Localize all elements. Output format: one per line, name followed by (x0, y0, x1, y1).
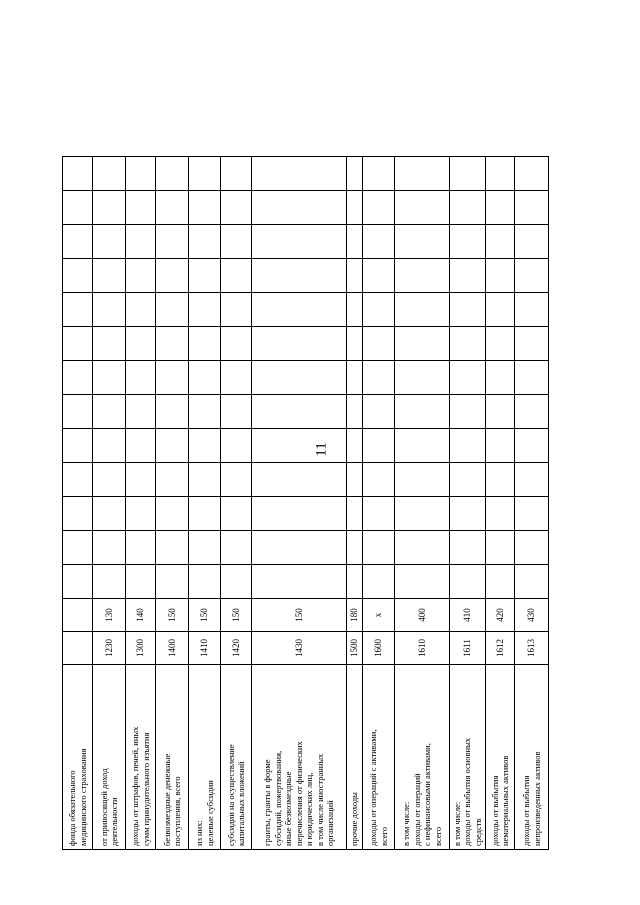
value-cell (515, 429, 549, 463)
value-cell (515, 327, 549, 361)
value-cell (395, 497, 450, 531)
value-cell (515, 191, 549, 225)
page-number: 11 (313, 442, 330, 457)
value-cell (93, 327, 126, 361)
row-name-line: фонда обязательного (67, 770, 77, 846)
row-name-line: деятельности (109, 797, 119, 846)
value-cell (189, 225, 221, 259)
row-name-line: доходы от штрафов, пеней, иных (130, 726, 140, 846)
value-cell (252, 497, 347, 531)
value-cell (515, 531, 549, 565)
row-code: 1410 (189, 632, 221, 665)
value-cell (515, 157, 549, 191)
value-cell (363, 463, 395, 497)
row-kosgu: 150 (156, 599, 189, 632)
value-cell (156, 429, 189, 463)
value-cell (156, 361, 189, 395)
value-cell (126, 293, 156, 327)
row-name-line: организаций (325, 800, 336, 846)
value-cell (450, 293, 486, 327)
table-row (189, 157, 221, 850)
value-cell (486, 191, 515, 225)
row-name-line: доходы от выбытия (521, 775, 531, 846)
value-cell (450, 259, 486, 293)
rotated-table-wrapper (62, 60, 582, 850)
row-name (126, 665, 156, 850)
value-cell (221, 293, 252, 327)
value-cell (156, 395, 189, 429)
row-name (93, 665, 126, 850)
value-cell (63, 293, 93, 327)
table-row (156, 157, 189, 850)
value-cell (450, 361, 486, 395)
value-cell (189, 191, 221, 225)
value-cell (395, 463, 450, 497)
value-cell (347, 327, 363, 361)
row-name-line: от приносящей доход (98, 768, 109, 846)
value-cell (363, 565, 395, 599)
value-cell (515, 565, 549, 599)
row-name-line: средств (472, 818, 483, 846)
table-row (221, 157, 252, 850)
row-name (363, 665, 395, 850)
value-cell (93, 225, 126, 259)
row-name-line: непроизведенных активов (531, 751, 542, 846)
value-cell (63, 327, 93, 361)
value-cell (486, 463, 515, 497)
value-cell (156, 191, 189, 225)
row-name-line: перечисления от физических (293, 741, 304, 846)
value-cell (93, 429, 126, 463)
row-kosgu: 400 (395, 599, 450, 632)
row-name (395, 665, 450, 850)
value-cell (395, 395, 450, 429)
row-name (189, 665, 221, 850)
value-cell (347, 361, 363, 395)
value-cell (363, 259, 395, 293)
value-cell (93, 157, 126, 191)
value-cell (450, 497, 486, 531)
row-kosgu: 430 (515, 599, 549, 632)
row-name-line: капитальных вложений (236, 761, 246, 846)
value-cell (347, 565, 363, 599)
value-cell (156, 565, 189, 599)
value-cell (395, 565, 450, 599)
row-name-line: иные безвозмездные (283, 771, 294, 846)
value-cell (189, 157, 221, 191)
table-row (395, 157, 450, 850)
value-cell (252, 531, 347, 565)
value-cell (156, 157, 189, 191)
row-code: 1400 (156, 632, 189, 665)
value-cell (395, 531, 450, 565)
value-cell (515, 395, 549, 429)
row-name-line: доходы от операций (411, 773, 422, 846)
value-cell (93, 293, 126, 327)
value-cell (221, 191, 252, 225)
row-code: 1613 (515, 632, 549, 665)
value-cell (486, 259, 515, 293)
value-cell (347, 395, 363, 429)
value-cell (156, 293, 189, 327)
value-cell (363, 395, 395, 429)
value-cell (515, 225, 549, 259)
row-name-line: безвозмездные денежные (161, 753, 172, 846)
value-cell (363, 531, 395, 565)
value-cell (347, 531, 363, 565)
value-cell (156, 463, 189, 497)
value-cell (93, 191, 126, 225)
value-cell (93, 565, 126, 599)
row-name (221, 665, 252, 850)
value-cell (395, 327, 450, 361)
value-cell (450, 429, 486, 463)
value-cell (363, 225, 395, 259)
value-cell (63, 531, 93, 565)
value-cell (156, 259, 189, 293)
value-cell (486, 225, 515, 259)
value-cell (395, 293, 450, 327)
value-cell (486, 361, 515, 395)
value-cell (347, 293, 363, 327)
value-cell (63, 225, 93, 259)
value-cell (189, 293, 221, 327)
value-cell (363, 327, 395, 361)
value-cell (347, 191, 363, 225)
value-cell (252, 259, 347, 293)
row-name-line: субсидий, пожертвования, (272, 750, 283, 846)
row-code: 1420 (221, 632, 252, 665)
row-kosgu: 150 (189, 599, 221, 632)
row-name-line: из них: (194, 820, 204, 846)
value-cell (63, 429, 93, 463)
row-name (252, 665, 347, 850)
value-cell (156, 531, 189, 565)
row-name (450, 665, 486, 850)
value-cell (252, 361, 347, 395)
row-kosgu: 420 (486, 599, 515, 632)
value-cell (93, 395, 126, 429)
value-cell (189, 531, 221, 565)
value-cell (63, 361, 93, 395)
table-row (93, 157, 126, 850)
value-cell (450, 327, 486, 361)
row-kosgu: 150 (221, 599, 252, 632)
value-cell (221, 463, 252, 497)
value-cell (450, 225, 486, 259)
value-cell (515, 293, 549, 327)
row-name-line: доходы от выбытия основных (462, 737, 473, 846)
row-name-line: субсидии на осуществление (225, 744, 236, 846)
value-cell (221, 497, 252, 531)
value-cell (252, 191, 347, 225)
value-cell (189, 327, 221, 361)
table-row (347, 157, 363, 850)
row-name (156, 665, 189, 850)
value-cell (189, 497, 221, 531)
value-cell (450, 191, 486, 225)
value-cell (347, 463, 363, 497)
value-cell (93, 259, 126, 293)
row-name-line: медицинского страхования (77, 748, 88, 846)
value-cell (221, 531, 252, 565)
value-cell (63, 565, 93, 599)
row-name (63, 665, 93, 850)
value-cell (189, 395, 221, 429)
row-code: 1230 (93, 632, 126, 665)
value-cell (450, 395, 486, 429)
row-name-line: и юридических лиц, (304, 772, 315, 846)
value-cell (252, 327, 347, 361)
value-cell (347, 497, 363, 531)
row-name-line: сумм принудительного изъятия (140, 732, 151, 846)
value-cell (189, 259, 221, 293)
row-name-line: в том числе иностранных (314, 753, 325, 846)
value-cell (515, 497, 549, 531)
row-code: 1610 (395, 632, 450, 665)
row-name (347, 665, 363, 850)
value-cell (221, 395, 252, 429)
table-row (252, 157, 347, 850)
row-name-line: в том числе: (401, 801, 411, 846)
value-cell (126, 395, 156, 429)
value-cell (486, 531, 515, 565)
value-cell (93, 497, 126, 531)
row-kosgu: 150 (252, 599, 347, 632)
value-cell (221, 327, 252, 361)
value-cell (156, 225, 189, 259)
row-code: 1600 (363, 632, 395, 665)
value-cell (363, 157, 395, 191)
value-cell (363, 497, 395, 531)
value-cell (395, 429, 450, 463)
value-cell (156, 497, 189, 531)
value-cell (93, 463, 126, 497)
row-kosgu (63, 599, 93, 632)
table-row (63, 157, 93, 850)
row-kosgu: 410 (450, 599, 486, 632)
table-row (363, 157, 395, 850)
value-cell (63, 463, 93, 497)
value-cell (63, 395, 93, 429)
value-cell (363, 191, 395, 225)
row-kosgu: 180 (347, 599, 363, 632)
table-row (450, 157, 486, 850)
value-cell (450, 463, 486, 497)
value-cell (221, 157, 252, 191)
value-cell (221, 225, 252, 259)
row-kosgu: 140 (126, 599, 156, 632)
value-cell (126, 531, 156, 565)
value-cell (486, 157, 515, 191)
row-name-line: поступления, всего (172, 776, 182, 846)
row-name-line: прочие доходы (349, 792, 360, 846)
value-cell (486, 395, 515, 429)
value-cell (93, 531, 126, 565)
value-cell (126, 327, 156, 361)
value-cell (395, 225, 450, 259)
value-cell (63, 191, 93, 225)
value-cell (347, 429, 363, 463)
value-cell (126, 225, 156, 259)
value-cell (395, 259, 450, 293)
value-cell (486, 497, 515, 531)
row-code: 1430 (252, 632, 347, 665)
row-name-line: гранты, гранты в форме (262, 759, 273, 846)
row-kosgu: 130 (93, 599, 126, 632)
value-cell (252, 429, 347, 463)
row-name-line: нематериальных активов (500, 755, 510, 846)
value-cell (189, 565, 221, 599)
value-cell (515, 463, 549, 497)
value-cell (515, 361, 549, 395)
table-row (515, 157, 549, 850)
value-cell (395, 191, 450, 225)
value-cell (395, 361, 450, 395)
row-name (515, 665, 549, 850)
value-cell (252, 565, 347, 599)
value-cell (486, 327, 515, 361)
value-cell (347, 157, 363, 191)
value-cell (63, 259, 93, 293)
value-cell (252, 395, 347, 429)
value-cell (126, 191, 156, 225)
value-cell (221, 259, 252, 293)
row-name-line: в том числе: (451, 801, 462, 846)
value-cell (126, 429, 156, 463)
value-cell (93, 361, 126, 395)
row-code: 1612 (486, 632, 515, 665)
row-name-line: доходы от выбытия (489, 775, 500, 846)
value-cell (486, 565, 515, 599)
row-name-line: доходы от операций с активами, (368, 729, 378, 846)
value-cell (221, 361, 252, 395)
value-cell (347, 225, 363, 259)
value-cell (189, 361, 221, 395)
value-cell (126, 497, 156, 531)
row-name-line: всего (378, 826, 389, 846)
table-row (486, 157, 515, 850)
value-cell (126, 463, 156, 497)
value-cell (363, 429, 395, 463)
value-cell (450, 531, 486, 565)
table-row (126, 157, 156, 850)
value-cell (221, 565, 252, 599)
value-cell (450, 565, 486, 599)
value-cell (126, 157, 156, 191)
row-code: 1300 (126, 632, 156, 665)
row-code (63, 632, 93, 665)
value-cell (450, 157, 486, 191)
value-cell (486, 293, 515, 327)
row-name-line: всего (432, 826, 443, 846)
income-table (62, 156, 549, 850)
row-kosgu: х (363, 599, 395, 632)
value-cell (252, 225, 347, 259)
value-cell (126, 361, 156, 395)
row-name-line: целевые субсидии (204, 780, 215, 846)
row-code: 1611 (450, 632, 486, 665)
row-code: 1500 (347, 632, 363, 665)
value-cell (189, 463, 221, 497)
value-cell (347, 259, 363, 293)
row-name (486, 665, 515, 850)
value-cell (63, 157, 93, 191)
value-cell (252, 293, 347, 327)
value-cell (126, 259, 156, 293)
value-cell (363, 361, 395, 395)
value-cell (63, 497, 93, 531)
value-cell (156, 327, 189, 361)
value-cell (126, 565, 156, 599)
value-cell (486, 429, 515, 463)
row-name-line: с нефинансовыми активами, (422, 743, 432, 846)
value-cell (515, 259, 549, 293)
value-cell (189, 429, 221, 463)
value-cell (221, 429, 252, 463)
value-cell (252, 157, 347, 191)
value-cell (363, 293, 395, 327)
value-cell (395, 157, 450, 191)
value-cell (252, 463, 347, 497)
